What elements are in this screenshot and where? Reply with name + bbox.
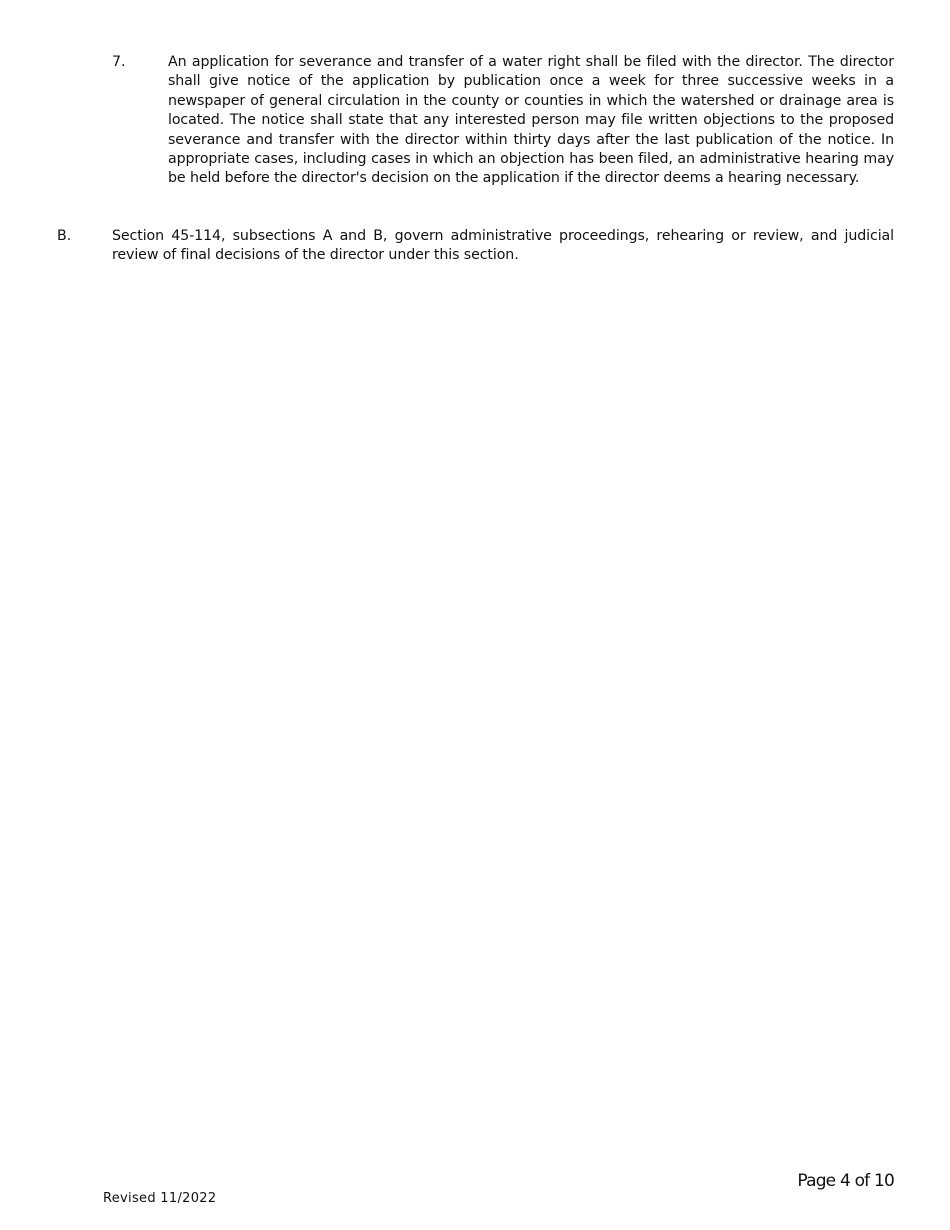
section-item-number: B. (57, 228, 72, 244)
revised-date: Revised 11/2022 (103, 1191, 217, 1206)
list-item-text: An application for severance and transfer of a water right shall be filed with the director. The director shall give notice of the application by publication once a week for three successive weeks in a newspaper of general circulation in the county or counties in which the watershed or drainage area is located. The notice shall state that any interested person may file written objections to the proposed severance and transfer with the director within thirty days after the last publication of the notice. In appropriate cases, including cases in which an objection has been filed, an administrative hearing may be held before the director's decision on the application if the director deems a hearing necessary. (168, 54, 894, 187)
page-number: Page 4 of 10 (797, 1171, 894, 1191)
section-item-text: Section 45-114, subsections A and B, govern administrative proceedings, rehearing or review, and judicial review of final decisions of the director under this section. (112, 228, 894, 264)
list-item-number: 7. (112, 54, 126, 70)
